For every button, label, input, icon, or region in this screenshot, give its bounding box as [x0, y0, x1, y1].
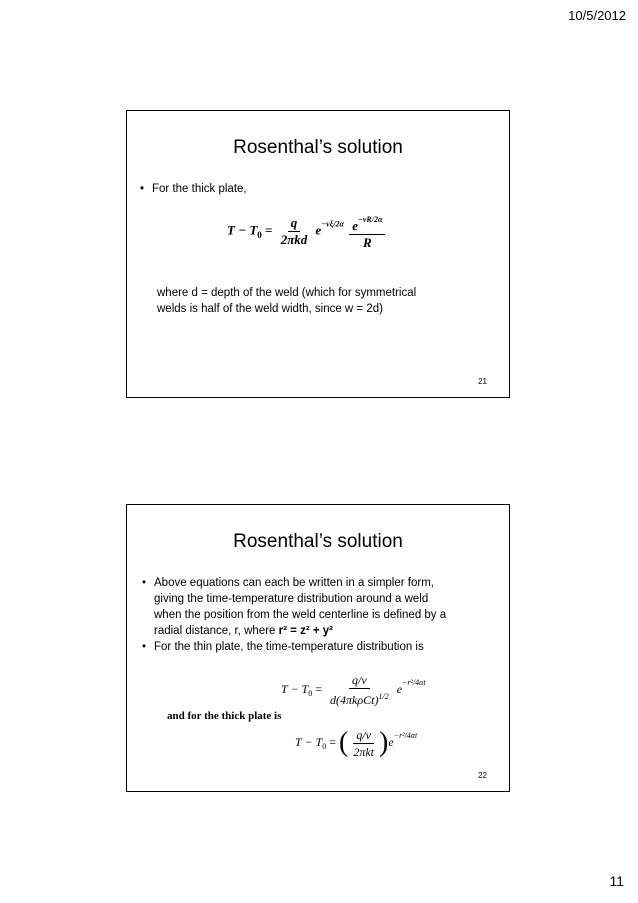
- bullet-marker: •: [142, 577, 147, 589]
- eq-exp: −r²/4αt: [402, 677, 426, 687]
- slide-title: Rosenthal’s solution: [233, 531, 403, 552]
- eq-exp2-base: e: [352, 218, 358, 233]
- eq-exp1: −vξ/2α: [321, 219, 344, 229]
- radius-equation: r² = z² + y²: [278, 625, 333, 637]
- eq-lhs: T − T: [281, 681, 309, 696]
- slide-number: 22: [478, 771, 487, 780]
- eq-lhs-sub: 0: [308, 689, 313, 699]
- slide-title: Rosenthal’s solution: [233, 137, 403, 158]
- bullet-marker: •: [140, 183, 145, 195]
- eq-fraction: [350, 728, 377, 759]
- thick-plate-equation: $T - T_0$ = $\frac{q}{\text{2πkd}}$ $e^{-v\xi/2\alpha}$ $\frac{e^{-vR/2\alpha}}{R}$: [227, 213, 387, 250]
- eq-lhs-sub: 0: [322, 742, 327, 752]
- bullet-item-2: [142, 639, 424, 655]
- bullet-line: [154, 623, 504, 639]
- eq-den-sup: 1/2: [378, 692, 389, 701]
- bullet-line: when the position from the weld centerline is defined by a: [154, 609, 447, 621]
- slide-22: [126, 504, 510, 792]
- eq-fraction-q: [278, 216, 311, 247]
- note-line-1: where d = depth of the weld (which for symmetrical: [157, 287, 417, 299]
- eq-sign: =: [329, 734, 337, 749]
- eq-lhs: T − T: [295, 734, 323, 749]
- eq-fraction-r: [349, 213, 385, 250]
- eq-num: q: [288, 216, 301, 232]
- page-number: 11: [609, 873, 624, 889]
- eq-lhs-sub: 0: [257, 230, 262, 241]
- eq-den: 2πkt: [353, 744, 375, 759]
- bullet-item: [140, 181, 247, 197]
- and-thick-plate-label: and for the thick plate is: [167, 710, 282, 722]
- eq-exp2-den: R: [362, 235, 372, 250]
- slide-number: 21: [478, 377, 487, 386]
- bullet-line: giving the time-temperature distribution around a weld: [154, 593, 429, 605]
- print-date: 10/5/2012: [568, 8, 626, 23]
- eq-lhs: T − T: [227, 222, 258, 238]
- eq-exp2-sup: −vR/2α: [358, 215, 383, 224]
- eq-den: 2πkd: [280, 232, 308, 247]
- bullet-text: For the thick plate,: [152, 183, 247, 195]
- bullet-marker: •: [142, 641, 147, 653]
- bullet-item-1: [142, 575, 504, 639]
- eq-den: d(4πkρCt): [330, 693, 379, 707]
- thick-plate-equation: $T - T_0$ = ( $\frac{q/v}{\text{2πkt}}$ )$e^{-r^2/4\alpha t}$: [295, 727, 418, 759]
- eq-num: q/v: [349, 673, 370, 689]
- note-line-2: welds is half of the weld width, since w = 2d): [157, 303, 383, 315]
- eq-num: q/v: [353, 728, 374, 744]
- eq-sign: =: [265, 222, 273, 238]
- bullet-text: For the thin plate, the time-temperature distribution is: [154, 641, 424, 653]
- eq-exp: −r²/4αt: [393, 730, 418, 740]
- eq-sign: =: [315, 681, 323, 696]
- slide-21: [126, 110, 510, 398]
- thin-plate-equation: $T - T_0$ = $\frac{q/v}{d(4\pi k\rho Ct)^{1/2}}$ $e^{-r^2/4\alpha t}$: [281, 673, 426, 707]
- bullet-line-text: radial distance, r, where: [154, 625, 279, 637]
- bullet-line: Above equations can each be written in a simpler form,: [154, 577, 434, 589]
- eq-fraction: [327, 673, 392, 707]
